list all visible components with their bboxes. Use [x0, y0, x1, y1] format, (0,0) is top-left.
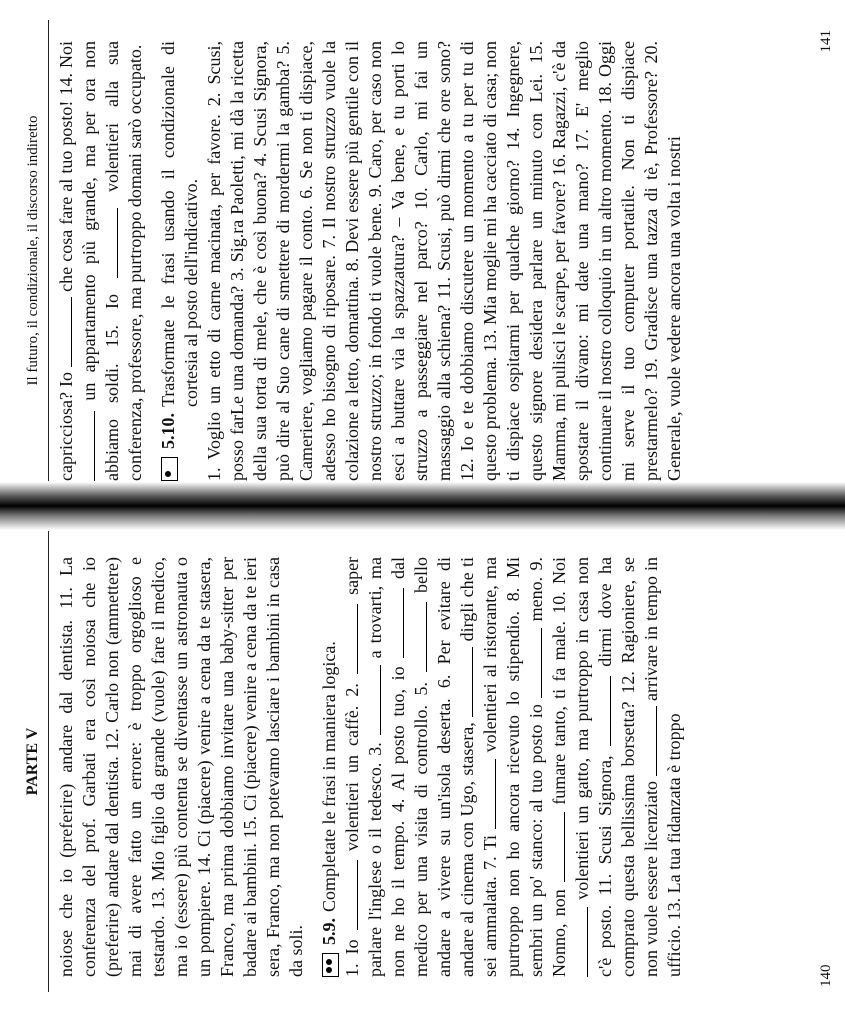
right-page-header: [8, 20, 49, 481]
exercise-5-10-heading: [157, 41, 203, 481]
exercise-text-segment: dirgli che ti sei ammalata. 7. Ti: [457, 556, 500, 977]
left-page: [0, 511, 845, 1022]
fill-in-blank: [640, 706, 657, 776]
right-page-body: [55, 41, 686, 481]
fill-in-blank: [456, 647, 473, 717]
exercise-instruction: Trasformate le frasi usando il condizionale di cortesia al posto dell'indicativo.: [158, 41, 201, 407]
exercise-text-segment: capricciosa? Io: [56, 372, 76, 481]
fill-in-blank: [55, 297, 72, 367]
exercise-5-9-heading: [318, 557, 341, 977]
exercise-text-segment: a trovarti, ma non ne ho il tempo. 4. Al posto tuo, io: [365, 556, 408, 977]
exercise-text-segment: 1. Io: [342, 939, 362, 977]
fill-in-blank: [525, 628, 542, 698]
exercise-text-segment: volentieri un gatto, ma purtroppo in casa non c'è posto. 11. Scusi Signora,: [572, 556, 615, 977]
exercise-text-segment: fumare tanto, ti fa male. 10. Noi: [549, 556, 569, 805]
exercise-text-segment: bello andare a vivere su un'isola deserta. 6. Per evitare di andare al cinema con Ugo, stasera,: [411, 556, 477, 977]
left-page-number: 140: [818, 964, 834, 987]
exercise-text-segment: che cosa fare al tuo posto! 14. Noi: [56, 40, 76, 292]
exercise-text-segment: volentieri alla sua conferenza, professore, ma purtroppo domani sarò occupato.: [102, 40, 145, 481]
fill-in-blank: [101, 208, 118, 278]
fill-in-blank: [594, 676, 611, 746]
audio-cassette-icon: [322, 953, 339, 977]
exercise-5-9-body: [341, 557, 686, 977]
exercise-number: 5.10.: [158, 413, 178, 449]
left-page-header-title: PARTE V: [24, 727, 41, 796]
exercise-text-segment: 2.: [342, 683, 362, 697]
exercise-instruction: Completate le frasi in maniera logica.: [319, 641, 339, 912]
fill-in-blank: [410, 603, 427, 673]
continued-exercise-text: [55, 41, 147, 481]
exercise-text-segment: meno. 9. Nonno, non: [526, 556, 569, 977]
continued-exercise-text: noiose che io (preferire) andare dal dentista. 11. La conferenza del prof. Garbati era così noiosa che io (preferire) andare dal dentista. 12. Carlo non (ammettere) mai di avere fatto un errore: è troppo orgoglioso e testardo. 13. Mio figlio da grande (vuole) fare il medico, ma io (essere) più contenta se diventasse un astronauta o un pompiere. 14. Ci (piacere) venire a cena da te stasera, Franco, ma prima dobbiamo invitare una baby-sitter per badare ai bambini. 15. Ci (piacere) venire a cena da te ieri sera, Franco, ma non potevamo lasciare i bambini in casa da soli.: [56, 557, 306, 977]
exercise-number: 5.9.: [319, 918, 339, 945]
fill-in-blank: [571, 907, 588, 977]
exercise-text-segment: saper parlare l'inglese o il tedesco. 3.: [342, 556, 385, 977]
fill-in-blank: [364, 665, 381, 735]
right-page-header-title: Il futuro, il condizionale, il discorso indiretto: [25, 115, 41, 386]
audio-cassette-icon: [161, 457, 178, 481]
exercise-text-segment: un appartamento più grande, ma per ora non abbiamo soldi. 15. Io: [79, 41, 122, 481]
exercise-text-segment: dirmi dove ha comprato questa bellissima borsetta? 12. Ragioniere, se non vuole essere licenziato: [595, 556, 661, 977]
exercise-text-segment: volentieri un caffè.: [342, 705, 362, 852]
fill-in-blank: [341, 860, 358, 930]
right-page-number: 141: [818, 30, 834, 53]
fill-in-blank: [548, 812, 565, 882]
fill-in-blank: [479, 759, 496, 829]
fill-in-blank: [387, 588, 404, 658]
left-page-header: [8, 531, 49, 992]
exercise-5-10-body: 1. Voglio un etto di carne macinata, per favore. 2. Scusi, posso farLe una domanda? 3. Sig.ra Paoletti, mi dà la ricetta della sua torta di mele, che è così buona? 4. Scusi Signora, può dire al Suo cane di smettere di mordermi la gamba? 5. Cameriere, vogliamo pagare il conto. 6. Se non ti dispiace, adesso ho bisogno di riposare. 7. Il nostro struzzo vuole la colazione a letto, domattina. 8. Devi essere più gentile con il nostro struzzo; in fondo ti vuole bene. 9. Caro, per caso non esci a buttare via la spazzatura? – Va bene, e tu porti lo struzzo a passeggiare nel parco? 10. Carlo, mi fai un massaggio alla schiena? 11. Scusi, può dirmi che ore sono? 12. Io e te dobbiamo discutere un momento a tu per tu di questo problema. 13. Mia moglie mi ha cacciato di casa; non ti dispiace ospitarmi per qualche giorno? 14. Ingegnere, questo signore desidera parlare un minuto con Lei. 15. Mamma, mi pulisci le scarpe, per favore? 16. Ragazzi, c'è da spostare il divano: mi date una mano? 17. E' meglio continuare il nostro colloquio in un altro momento. 18. Oggi mi serve il tuo computer portatile. Non ti dispiace prestarmelo? 19. Gradisce una tazza di tè, Professore? 20. Generale, vuole vedere ancora una volta i nostri: [204, 41, 684, 481]
exercise-text-segment: volentieri al ristorante, ma purtroppo non ho ancora ricevuto lo stipendio. 8. Mi sembri un po' stanco: al tuo posto io: [480, 556, 546, 977]
exercise-text-segment: arrivare in tempo in ufficio. 13. La tua fidanzata è troppo: [641, 557, 684, 977]
exercise-text-segment: dal medico per una visita di controllo. 5.: [388, 556, 431, 977]
fill-in-blank: [341, 604, 358, 674]
fill-in-blank: [78, 411, 95, 481]
left-page-body: [55, 557, 686, 977]
